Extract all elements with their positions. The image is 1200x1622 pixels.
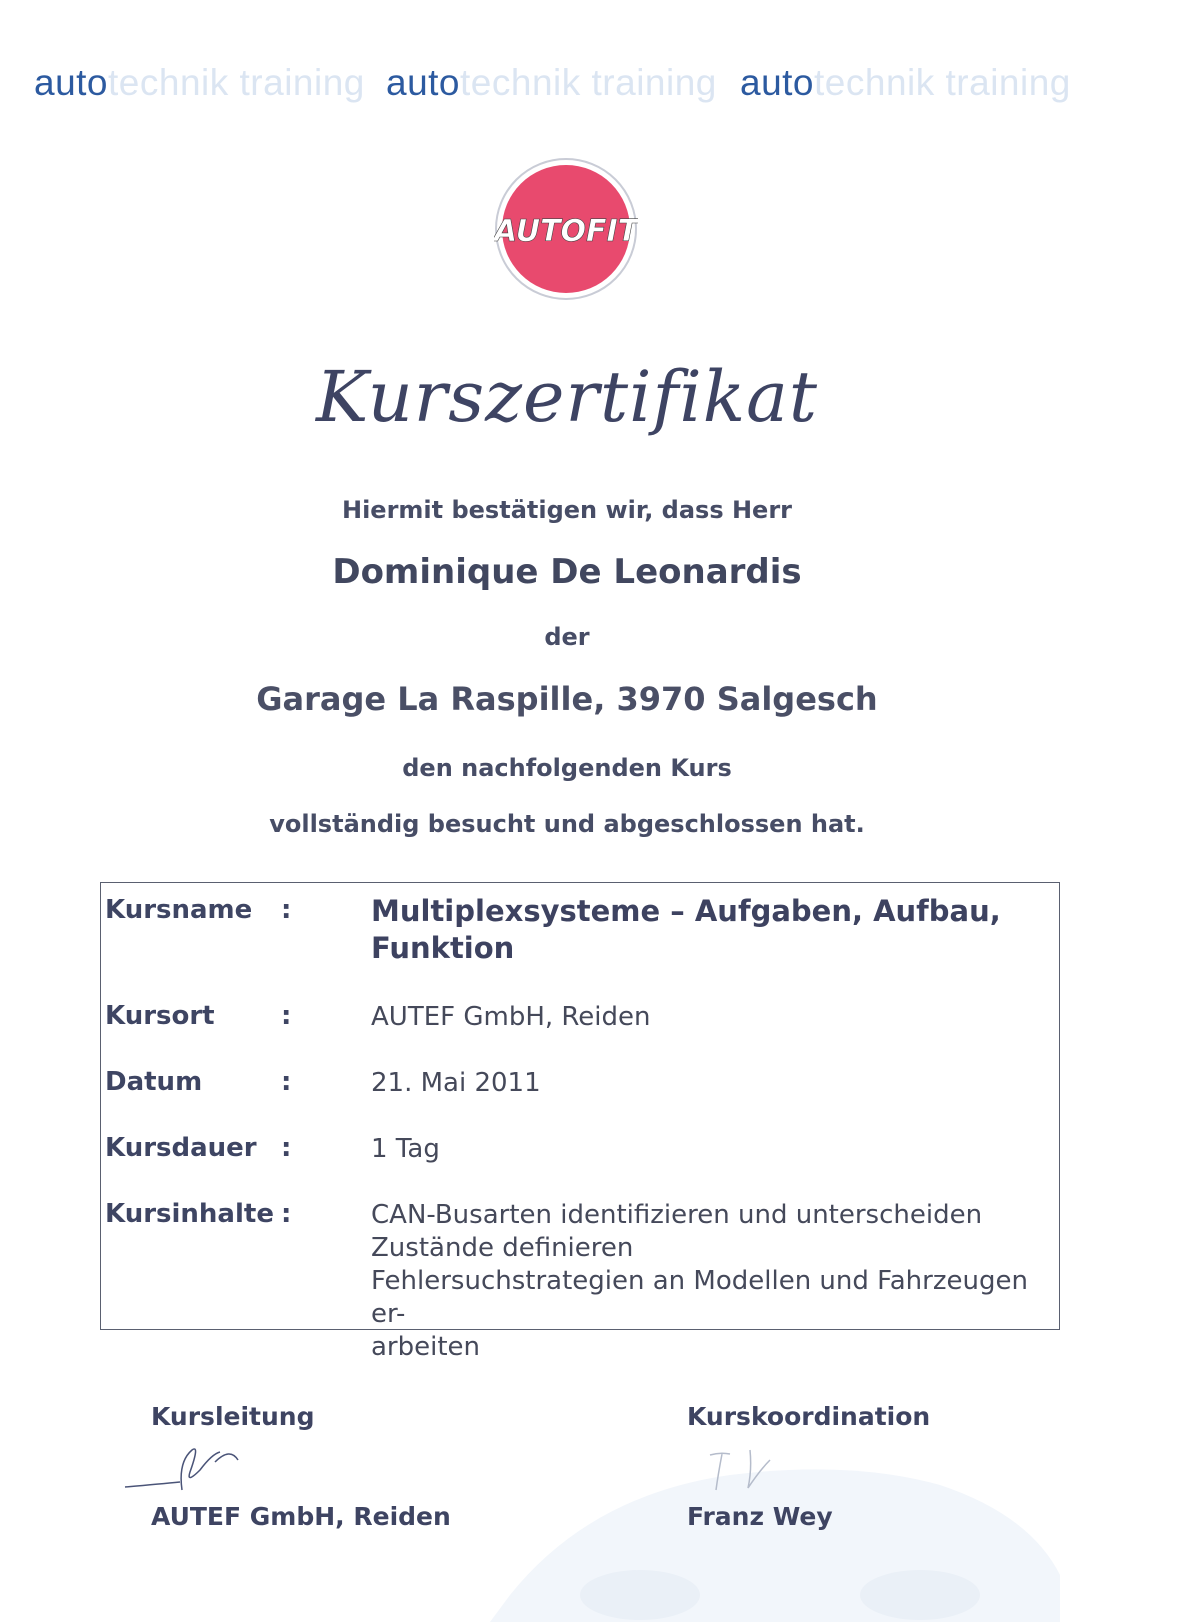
colon: :	[281, 1067, 292, 1097]
contents-item: Zustände definieren	[371, 1233, 634, 1263]
colon: :	[281, 1199, 292, 1229]
right-signature-heading: Kurskoordination	[687, 1402, 931, 1431]
header-brand-1: autotechnik training	[34, 62, 365, 103]
course-name-value: Multiplexsysteme – Aufgaben, Aufbau, Funktion	[371, 894, 1001, 965]
contents-value	[371, 1199, 1041, 1364]
location-label: Kursort	[105, 1001, 215, 1031]
duration-label: Kursdauer	[105, 1133, 257, 1163]
recipient-name: Dominique De Leonardis	[332, 552, 802, 592]
contents-item: arbeiten	[371, 1332, 481, 1362]
course-details-box	[100, 882, 1060, 1362]
header-brand-3: autotechnik training	[740, 62, 1071, 103]
header-brand-2: autotechnik training	[386, 62, 717, 103]
autofit-logo	[494, 157, 638, 301]
right-signature-name: Franz Wey	[687, 1502, 833, 1531]
left-signature-name: AUTEF GmbH, Reiden	[151, 1502, 451, 1531]
left-signature-heading: Kursleitung	[151, 1402, 315, 1431]
statement-line-1: den nachfolgenden Kurs	[402, 754, 732, 782]
contents-label: Kursinhalte	[105, 1199, 274, 1229]
certificate-intro: Hiermit bestätigen wir, dass Herr	[341, 496, 792, 524]
duration-value: 1 Tag	[371, 1134, 440, 1164]
left-signature-icon	[120, 1432, 270, 1502]
connector-text: der	[544, 623, 590, 651]
certificate-title: Kurszertifikat	[315, 356, 819, 438]
contents-item: CAN-Busarten identifizieren und unterscheiden	[371, 1200, 983, 1230]
course-name-label: Kursname	[105, 895, 253, 925]
right-signature-icon	[690, 1430, 820, 1500]
colon: :	[281, 895, 292, 925]
date-value: 21. Mai 2011	[371, 1068, 541, 1098]
company-name: Garage La Raspille, 3970 Salgesch	[256, 680, 878, 718]
header-brand-band	[0, 62, 1200, 122]
colon: :	[281, 1001, 292, 1031]
svg-text:AUTOFIT: AUTOFIT	[494, 214, 638, 249]
statement-line-2: vollständig besucht und abgeschlossen hat.	[269, 810, 865, 838]
location-value: AUTEF GmbH, Reiden	[371, 1002, 651, 1032]
contents-item: Fehlersuchstrategien an Modellen und Fahrzeugen er-	[371, 1266, 1028, 1329]
colon: :	[281, 1133, 292, 1163]
date-label: Datum	[105, 1067, 203, 1097]
